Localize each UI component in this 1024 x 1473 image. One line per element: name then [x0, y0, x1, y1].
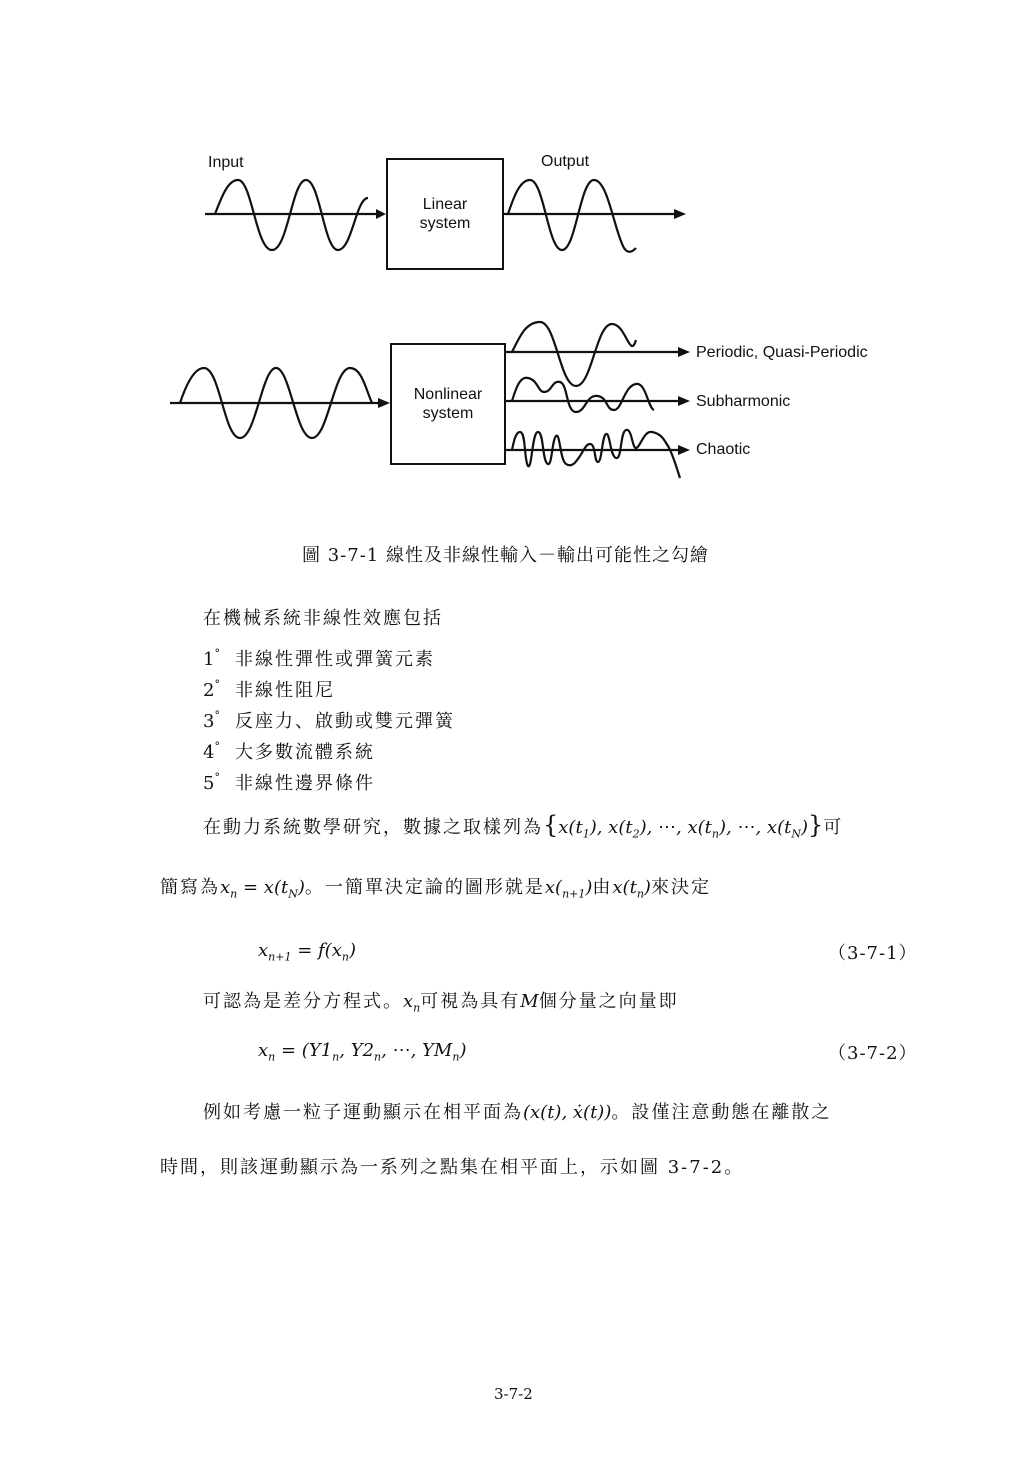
para1-line2-end: 來決定: [650, 877, 711, 898]
para2-tail: 個分量之向量即: [538, 991, 679, 1012]
output-label: Output: [541, 153, 590, 170]
output-subharmonic-label: Subharmonic: [696, 393, 791, 410]
output-chaotic-label: Chaotic: [696, 441, 751, 458]
para1-line2-lead: 簡寫為: [160, 877, 220, 898]
para2-lead: 可認為是差分方程式。: [203, 991, 403, 1012]
periodic-wave: [512, 322, 636, 386]
effect-item-5: 5° 非線性邊界條件: [203, 771, 375, 794]
xn-symbol: $x_n$: [403, 991, 421, 1015]
para3-line2: 時間，則該運動顯示為一系列之點集在相平面上，示如圖 3-7-2。: [160, 1157, 745, 1178]
effect-num: 1: [203, 649, 215, 670]
para1-lead: 在動力系統數學研究，數據之取樣列為: [203, 817, 543, 838]
output-periodic-label: Periodic, Quasi-Periodic: [696, 344, 868, 361]
para3-line1: [203, 1101, 831, 1125]
linear-box-line1: Linear: [422, 196, 468, 213]
para1-line2-mid: 。一簡單決定論的圖形就是: [304, 877, 545, 898]
phase-point: (x(t), ẋ(t)): [523, 1102, 612, 1123]
para3-tail: 。設僅注意動態在離散之: [611, 1102, 832, 1123]
equation-3-7-1: $x_{n+1} = f(x_n)$: [258, 940, 356, 964]
para2-line: [203, 990, 679, 1021]
effect-text: 非線性邊界條件: [235, 773, 375, 794]
para1-line2: [160, 876, 711, 907]
nonlinear-box-line1: Nonlinear: [413, 386, 483, 403]
effect-text: 大多數流體系統: [235, 742, 375, 763]
periodic-arrowhead: [678, 347, 690, 357]
nonlinear-box-line2: system: [422, 405, 474, 422]
effect-text: 非線性阻尼: [235, 680, 335, 701]
page-number: 3-7-2: [494, 1385, 533, 1403]
m-symbol: M: [520, 991, 539, 1012]
effect-num: 4: [203, 742, 215, 763]
para1-line1: [203, 813, 843, 847]
effect-num: 2: [203, 680, 215, 701]
x-tn: $x(t_n)$: [612, 877, 651, 901]
effect-item-1: 1° 非線性彈性或彈簧元素: [203, 647, 435, 670]
subharmonic-arrowhead: [678, 396, 690, 406]
intro-text: 在機械系統非線性效應包括: [203, 608, 443, 629]
equation-number-1: （3-7-1）: [828, 943, 918, 964]
chaotic-wave: [512, 430, 680, 478]
chaotic-arrowhead: [678, 445, 690, 455]
nonlinear-input-arrowhead: [378, 398, 390, 408]
equation-3-7-2: $x_n = (Y1_n$, $Y2_n$, ⋯, $YM_n$): [258, 1040, 467, 1064]
figure-caption: 圖 3-7-1 線性及非線性輸入－輸出可能性之勾繪: [302, 545, 709, 566]
para1-line2-by: 由: [592, 877, 613, 898]
effect-item-3: 3° 反座力、啟動或雙元彈簧: [203, 709, 455, 732]
para3-lead: 例如考慮一粒子運動顯示在相平面為: [203, 1102, 523, 1123]
para2-mid: 可視為具有: [420, 991, 521, 1012]
para1-tail: 可: [823, 817, 844, 838]
linear-box-line2: system: [419, 215, 471, 232]
effect-num: 5: [203, 773, 215, 794]
input-label: Input: [208, 154, 244, 171]
sequence-formula: {$x(t_1)$, $x(t_2)$, ⋯, $x(t_n)$, ⋯, $x(t_N)$}: [543, 811, 824, 841]
effect-text: 反座力、啟動或雙元彈簧: [235, 711, 455, 732]
effect-item-4: 4° 大多數流體系統: [203, 740, 375, 763]
xn-definition: $x_n = x(t_N)$: [220, 877, 305, 901]
effect-num: 3: [203, 711, 215, 732]
effect-text: 非線性彈性或彈簧元素: [235, 649, 435, 670]
equation-number-2: （3-7-2）: [828, 1043, 918, 1064]
effect-item-2: 2° 非線性阻尼: [203, 678, 335, 701]
x-n-plus-1: $x(_{n+1})$: [544, 877, 593, 901]
